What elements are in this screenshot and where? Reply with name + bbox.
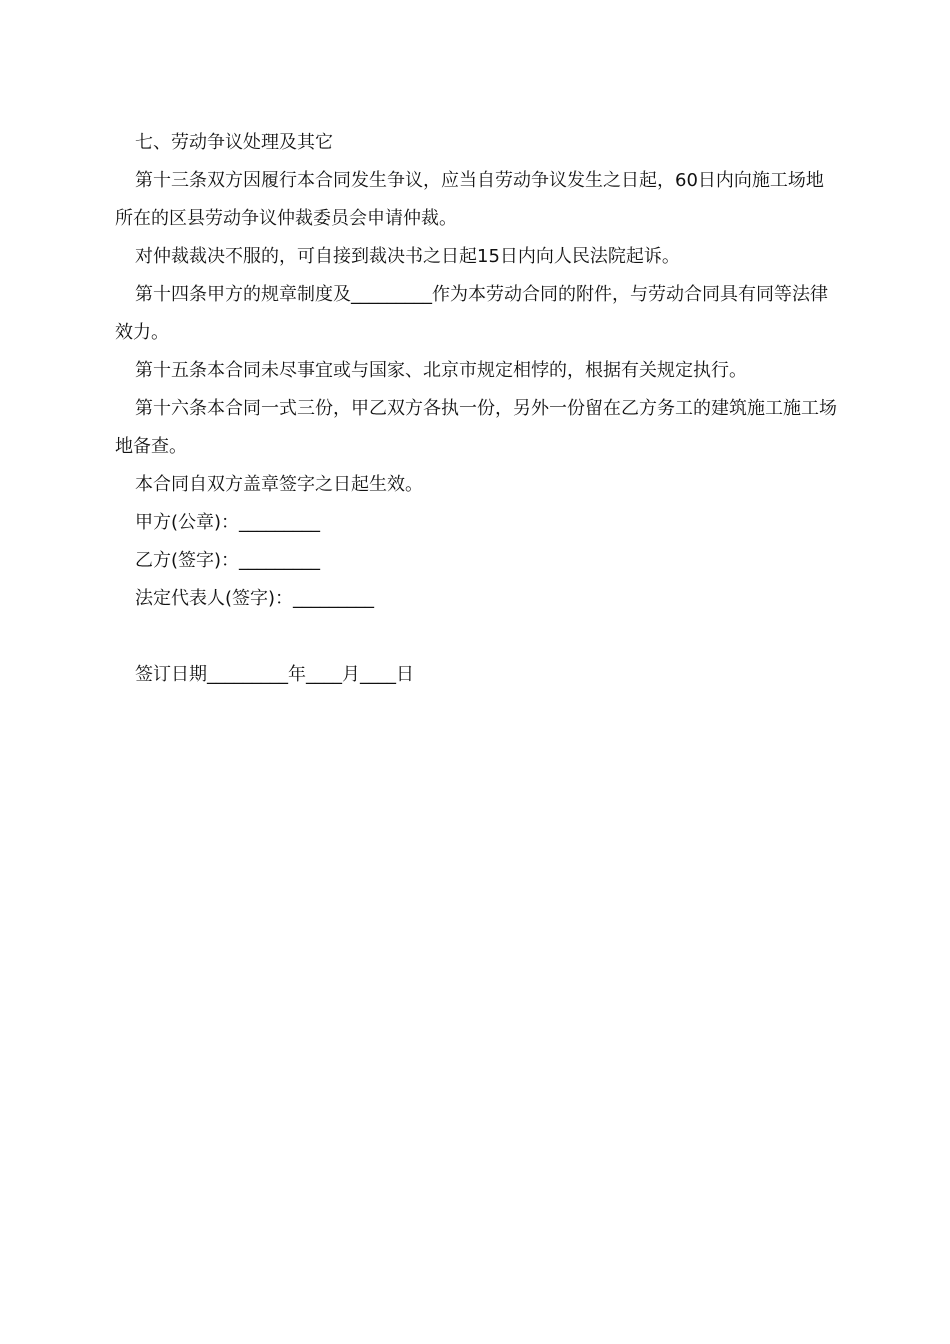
legal-representative-signature-line: 法定代表人(签字)：_________ <box>135 588 375 609</box>
spacer <box>115 618 837 656</box>
arbitration-appeal-clause: 对仲裁裁决不服的，可自接到裁决书之日起15日内向人民法院起诉。 <box>135 246 680 267</box>
article-15: 第十五条本合同未尽事宜或与国家、北京市规定相悖的，根据有关规定执行。 <box>135 360 747 381</box>
article-14: 第十四条甲方的规章制度及_________作为本劳动合同的附件，与劳动合同具有同等法律效力。 <box>115 284 828 343</box>
article-16: 第十六条本合同一式三份，甲乙双方各执一份，另外一份留在乙方务工的建筑施工施工场地备查。 <box>115 398 837 457</box>
effective-clause: 本合同自双方盖章签字之日起生效。 <box>135 474 423 495</box>
document-body <box>115 124 837 694</box>
signing-date-line: 签订日期_________年____月____日 <box>135 664 414 685</box>
section-heading: 七、劳动争议处理及其它 <box>135 132 333 153</box>
party-a-signature-line: 甲方(公章)：_________ <box>135 512 321 533</box>
article-13: 第十三条双方因履行本合同发生争议，应当自劳动争议发生之日起，60日内向施工场地所在的区县劳动争议仲裁委员会申请仲裁。 <box>115 170 824 229</box>
party-b-signature-line: 乙方(签字)：_________ <box>135 550 321 571</box>
